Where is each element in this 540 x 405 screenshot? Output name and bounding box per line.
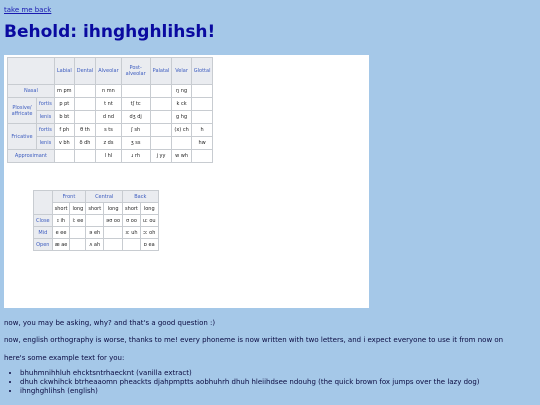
phoneme-cell: θ th	[74, 124, 96, 137]
row-header: Fricative	[8, 124, 37, 150]
paragraph-1: now, you may be asking, why? and that's a good question :)	[4, 319, 216, 327]
phoneme-cell	[191, 111, 213, 124]
phoneme-tables-panel	[4, 55, 369, 308]
phoneme-cell	[150, 98, 172, 111]
example-list	[12, 369, 480, 396]
phoneme-cell: æ ae	[52, 239, 70, 251]
phoneme-cell: w wh	[172, 150, 191, 163]
page-title: Behold: ihnghghlihsh!	[4, 22, 216, 42]
corner-cell	[34, 191, 53, 215]
list-item: • ihnghghlihsh (english)	[20, 387, 480, 396]
phoneme-cell: g hg	[172, 111, 191, 124]
consonant-table	[7, 57, 213, 163]
phoneme-cell: v bh	[54, 137, 74, 150]
phoneme-cell: t nt	[96, 98, 121, 111]
phoneme-cell: h	[191, 124, 213, 137]
row-subheader: lenis	[37, 111, 55, 124]
phoneme-cell	[74, 111, 96, 124]
col-subheader: short	[123, 203, 141, 215]
phoneme-cell	[74, 98, 96, 111]
phoneme-cell	[104, 227, 123, 239]
col-subheader: long	[70, 203, 86, 215]
phoneme-cell: ɜː uh	[123, 227, 141, 239]
phoneme-cell: ʃ sh	[121, 124, 150, 137]
phoneme-cell	[104, 239, 123, 251]
phoneme-cell	[172, 137, 191, 150]
phoneme-cell: ɔː oh	[140, 227, 158, 239]
row-header: Approximant	[8, 150, 55, 163]
phoneme-cell	[191, 85, 213, 98]
row-subheader: fortis	[37, 98, 55, 111]
list-item: • dhuh ckwhihck btrheaaomn pheackts djahpmptts aobhuhrh dhuh hleiihdsee ndouhg (the quick brown fox jumps over the lazy dog)	[20, 378, 480, 387]
phoneme-cell: (x) ch	[172, 124, 191, 137]
col-header: Dental	[74, 58, 96, 85]
col-header: Central	[86, 191, 123, 203]
phoneme-cell	[74, 85, 96, 98]
row-subheader: fortis	[37, 124, 55, 137]
col-header: Velar	[172, 58, 191, 85]
phoneme-cell	[150, 137, 172, 150]
phoneme-cell	[150, 124, 172, 137]
list-item: • bhuhmnihhluh ehcktsntrhaecknt (vanilla extract)	[20, 369, 480, 378]
back-link[interactable]: take me back	[4, 6, 52, 14]
phoneme-cell: j yy	[150, 150, 172, 163]
phoneme-cell: d nd	[96, 111, 121, 124]
phoneme-cell: hw	[191, 137, 213, 150]
phoneme-cell	[123, 239, 141, 251]
col-header: Alveolar	[96, 58, 121, 85]
col-header: Post-alveolar	[121, 58, 150, 85]
phoneme-cell: e ee	[52, 227, 70, 239]
phoneme-cell	[70, 227, 86, 239]
phoneme-cell: tʃ tc	[121, 98, 150, 111]
vowel-table	[33, 190, 159, 251]
col-header: Glottal	[191, 58, 213, 85]
row-header: Plosive/ affricate	[8, 98, 37, 124]
phoneme-cell: dʒ dj	[121, 111, 150, 124]
col-header: Labial	[54, 58, 74, 85]
phoneme-cell: ɒ ea	[140, 239, 158, 251]
phoneme-cell: ð dh	[74, 137, 96, 150]
phoneme-cell: ʌ ah	[86, 239, 104, 251]
phoneme-cell: ŋ ng	[172, 85, 191, 98]
phoneme-cell: ʒ ss	[121, 137, 150, 150]
row-subheader: lenis	[37, 137, 55, 150]
phoneme-cell: b bt	[54, 111, 74, 124]
phoneme-cell	[74, 150, 96, 163]
phoneme-cell: m pm	[54, 85, 74, 98]
phoneme-cell	[86, 215, 104, 227]
col-subheader: long	[104, 203, 123, 215]
row-header: Close	[34, 215, 53, 227]
phoneme-cell	[54, 150, 74, 163]
phoneme-cell: uː ou	[140, 215, 158, 227]
phoneme-cell: p pt	[54, 98, 74, 111]
row-header: Nasal	[8, 85, 55, 98]
phoneme-cell: n mn	[96, 85, 121, 98]
paragraph-3: here's some example text for you:	[4, 354, 125, 362]
corner-cell	[8, 58, 55, 85]
paragraph-2: now, english orthography is worse, thanks to me! every phoneme is now written with two letters, and i expect everyone to use it from now on	[4, 336, 504, 344]
col-header: Front	[52, 191, 86, 203]
col-subheader: short	[86, 203, 104, 215]
col-subheader: long	[140, 203, 158, 215]
col-subheader: short	[52, 203, 70, 215]
phoneme-cell: z ds	[96, 137, 121, 150]
phoneme-cell	[150, 111, 172, 124]
phoneme-cell: s ts	[96, 124, 121, 137]
col-header: Back	[123, 191, 159, 203]
phoneme-cell: ə eh	[86, 227, 104, 239]
phoneme-cell: k ck	[172, 98, 191, 111]
phoneme-cell	[191, 150, 213, 163]
phoneme-cell: iː ee	[70, 215, 86, 227]
phoneme-cell	[191, 98, 213, 111]
phoneme-cell: l hl	[96, 150, 121, 163]
phoneme-cell	[150, 85, 172, 98]
phoneme-cell	[121, 85, 150, 98]
row-header: Open	[34, 239, 53, 251]
phoneme-cell: əʊ oo	[104, 215, 123, 227]
phoneme-cell: ɪ ih	[52, 215, 70, 227]
phoneme-cell: f ph	[54, 124, 74, 137]
row-header: Mid	[34, 227, 53, 239]
phoneme-cell: ɹ rh	[121, 150, 150, 163]
phoneme-cell: ʊ oo	[123, 215, 141, 227]
col-header: Palatal	[150, 58, 172, 85]
phoneme-cell	[70, 239, 86, 251]
